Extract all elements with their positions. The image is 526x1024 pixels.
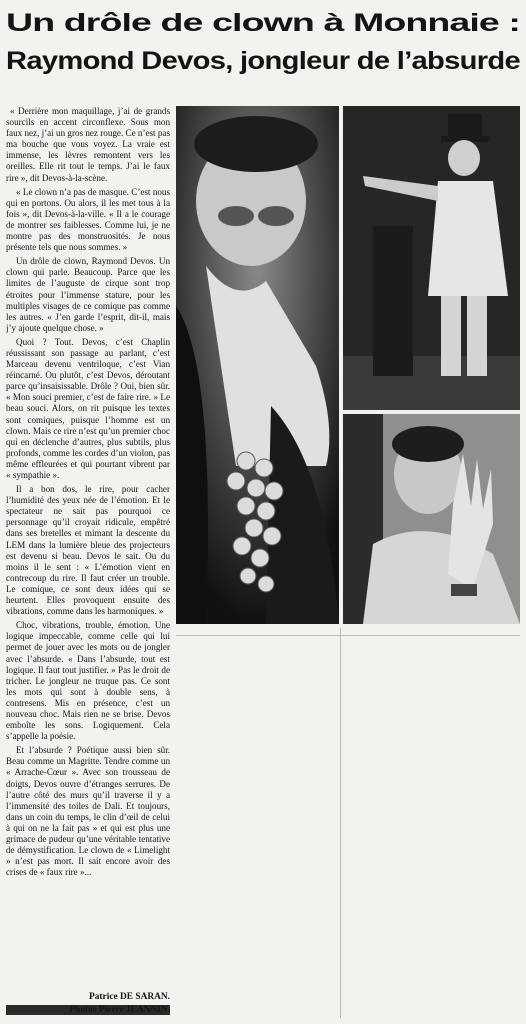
photo-clown-grapes — [176, 106, 339, 624]
article-paragraph: Quoi ? Tout. Devos, c’est Chaplin réussissant son passage au parlant, c’est Marceau devenu ventriloque, c’est Vian réincarné. Ou plutôt, c’est Devos, déroutant parce qu’insaisissable. Drôle ? Oui, bien sûr. « Mon souci premier, c’est de faire rire. » Le beau souci. Alors, on rit puisque les textes sont comiques, puisque l’homme est un clown. Mais ce rire n’est qu’un premier choc qui en déclenche d’autres, plus subtils, plus profonds, comme les cordes d’un violon, pas même effleurées et qui pourtant vibrent par « sympathie ». — [6, 336, 170, 480]
article-paragraph: Un drôle de clown, Raymond Devos. Un clown qui parle. Beaucoup. Parce que les limites de l’auguste de cirque sont trop étroites pour l’immense stature, pour les multiples visages de ce comique pas comme les autres. « J’en garde l’esprit, dit-il, mais j’y ajoute quelque chose. » — [6, 256, 170, 333]
photo-stage-performer-image — [343, 106, 520, 410]
horizontal-rule — [176, 635, 520, 636]
headline-line-2: Raymond Devos, jongleur de l’absurde — [6, 47, 520, 75]
photo-raised-hand — [343, 414, 520, 624]
article-body — [6, 106, 170, 988]
headline-line-1: Un drôle de clown à Monnaie : — [6, 9, 520, 37]
vertical-rule — [340, 628, 341, 1018]
photo-credit: Photos Pierre JEANNIN. — [6, 1005, 170, 1015]
author-byline: Patrice DE SARAN. — [89, 992, 170, 1002]
headline — [6, 4, 522, 80]
photo-clown-grapes-image — [176, 106, 339, 624]
photo-stage-performer — [343, 106, 520, 410]
article-paragraph: Et l’absurde ? Poétique aussi bien sûr. Beau comme un Magritte. Tendre comme un « Arrache-Cœur ». Avec son trousseau de doigts, Devos ouvre d’étranges serrures. De l’autre côté des murs qu’il traverse il y a l’immensité des toiles de Dali. Et toujours, dans un coin du temps, le clin d’œil de celui à qui on ne la fait pas » et qui est plus une grimace de pudeur qu’une véritable tentative de démystification. Le clown de « Limelight » n’est pas mort. Il sait encore avoir des crises de « faux rire »... — [6, 745, 170, 878]
article-paragraph: « Le clown n’a pas de masque. C’est nous qui en portons. Ou alors, il les met tous à la fois », dit Devos-à-la-ville. « Il a le courage de montrer ses faiblesses. Comme lui, je ne montre pas des monstruosités. Je nous présente tels que nous sommes. » — [6, 186, 170, 253]
article-paragraph: Il a bon dos, le rire, pour cacher l’humidité des yeux née de l’émotion. Et le spectateur ne sait pas pourquoi ce personnage qu’il croyait ridicule, empêtré dans ses bretelles et mimant la descente du LEM dans la lumière bleue des projecteurs est devenu si beau. Devos le sait. Ou du moins il le sent : « L’émotion vient en contrecoup du rire. Il faut créer un trouble. Le comique, ce sont deux idées qui se heurtent. Elles provoquent ensuite des vibrations, comme dans les harmoniques. » — [6, 484, 170, 617]
article-paragraph: « Derrière mon maquillage, j’ai de grands sourcils en accent circonflexe. Sous mon faux nez, j’ai un gros nez rouge. Ce n’est pas ma bouche que vous voyez. La vraie est immense, les lèvres remontent vers les oreilles. Elle rit tout le temps. J’ai le faux rire », dit Devos-à-la-scène. — [6, 106, 170, 183]
article-paragraph: Choc, vibrations, trouble, émotion. Une logique impeccable, comme celle qui lui permet de jouer avec les mots ou de jongler avec l’absurde. « Dans l’absurde, tout est logique. Il faut tout justifier. » Pas le droit de tricher. Le jongleur ne truque pas. Ce sont les mots qui sont à double sens, à contresens. Mis en présence, c’est un nouveau choc. Mais rien ne se brise. Devos emboîte les sons. Logiquement. Cela s’appelle la poésie. — [6, 620, 170, 742]
photo-raised-hand-image — [343, 414, 520, 624]
